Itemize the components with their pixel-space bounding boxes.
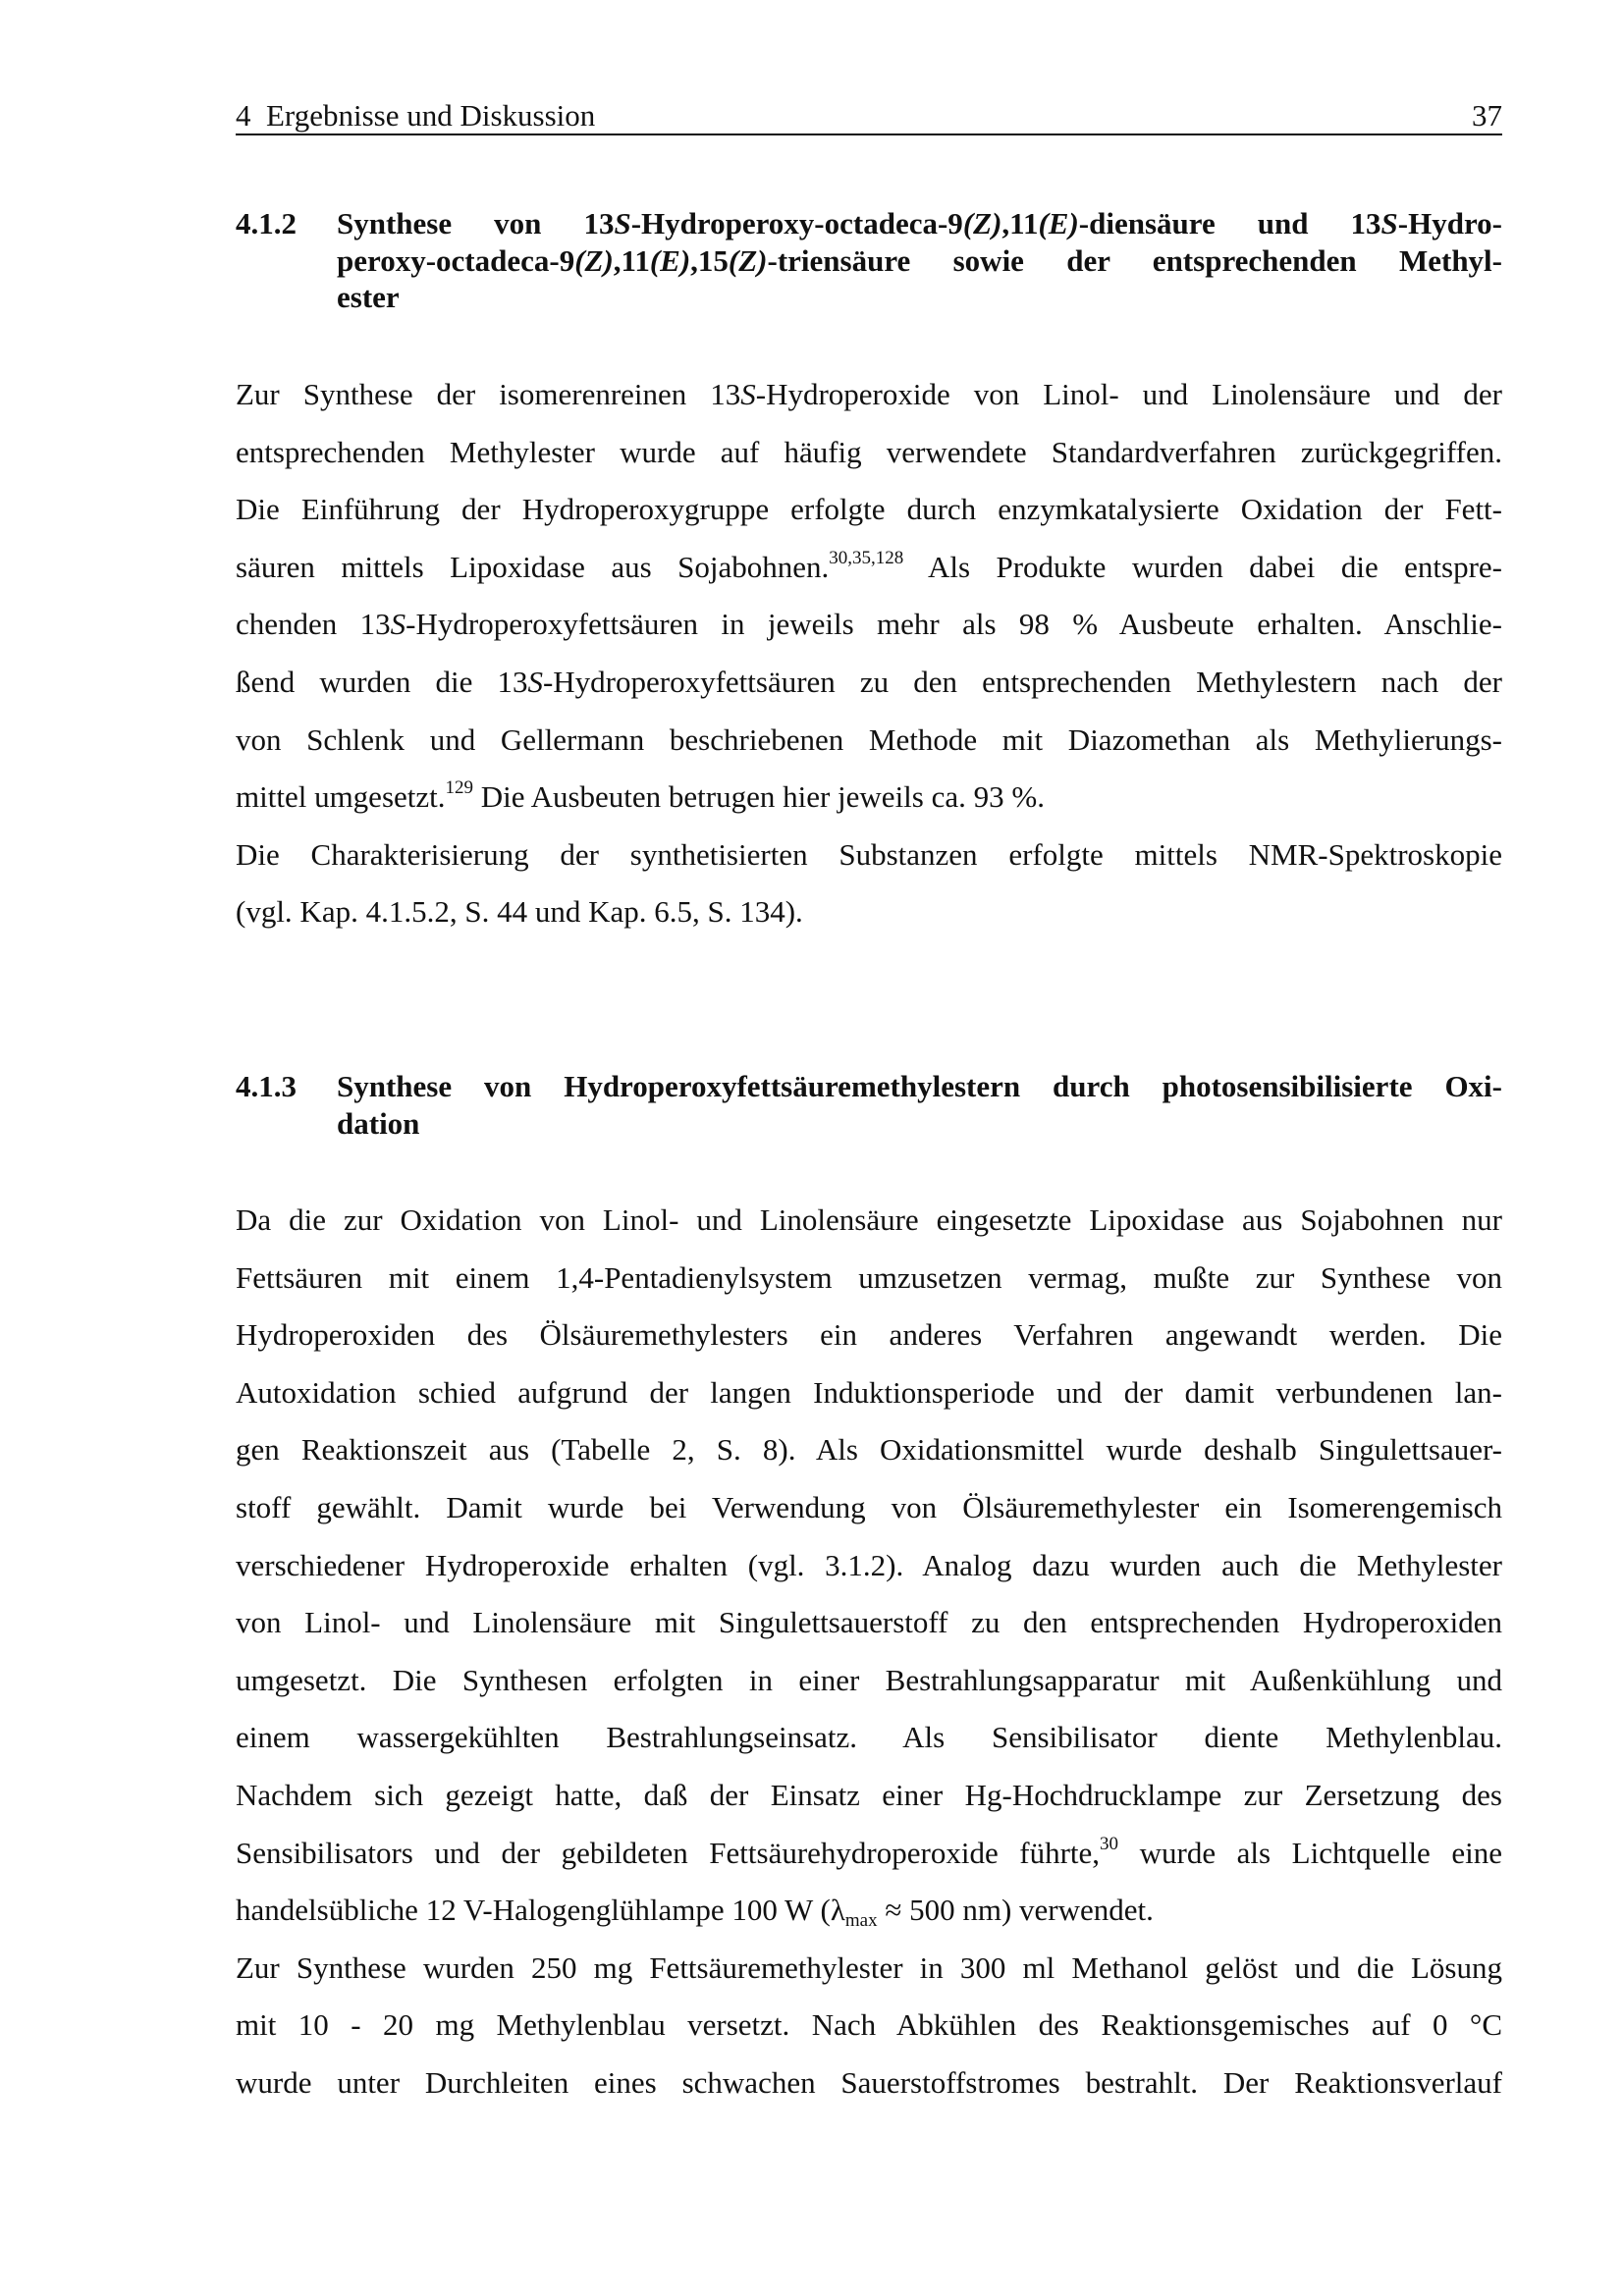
text-run: umgesetzt. Die Synthesen erfolgten in einer Bestrahlungsapparatur mit Außenkühlung und	[236, 1662, 1502, 1697]
text-run: säuren mittels Lipoxidase aus Sojabohnen.	[236, 549, 830, 584]
citation-superscript: 30,35,128	[829, 547, 904, 568]
text-run: ,11	[613, 242, 650, 278]
text-line	[337, 279, 1502, 316]
text-run: -Hydroperoxyfettsäuren in jeweils mehr als 98 % Ausbeute erhalten. Anschlie-	[406, 607, 1502, 642]
text-line	[236, 654, 1502, 712]
text-line	[236, 1479, 1502, 1537]
text-run: -triensäure sowie der entsprechenden Methyl-	[767, 242, 1502, 278]
text-run: (E)	[649, 242, 691, 278]
text-run: ,11	[1001, 206, 1039, 240]
text-run: (Z)	[962, 206, 1002, 240]
text-run: Hydroperoxiden des Ölsäuremethylesters ein anderes Verfahren angewandt werden. Die	[236, 1317, 1502, 1353]
text-run: einem wassergekühlten Bestrahlungseinsatz. Als Sensibilisator diente Methylenblau.	[236, 1720, 1502, 1755]
section-title	[337, 1068, 1502, 1142]
text-run: S	[614, 206, 631, 240]
text-run: ≈ 500 nm) verwendet.	[877, 1893, 1154, 1928]
section-number: 4.1.2	[236, 206, 297, 240]
text-run: Nachdem sich gezeigt hatte, daß der Einsatz einer Hg-Hochdrucklampe zur Zersetzung des	[236, 1777, 1502, 1812]
text-run: gen Reaktionszeit aus (Tabelle 2, S. 8). Als Oxidationsmittel wurde deshalb Singulettsauer-	[236, 1432, 1502, 1468]
text-line	[236, 712, 1502, 770]
paragraph-4-1-2	[236, 366, 1502, 941]
text-run: S	[390, 607, 406, 642]
subscript: max	[844, 1910, 878, 1932]
text-line	[236, 1537, 1502, 1595]
text-run: S	[1380, 206, 1398, 240]
text-line	[236, 1940, 1502, 1998]
text-line	[236, 1709, 1502, 1767]
text-line	[236, 1652, 1502, 1710]
text-line	[236, 481, 1502, 539]
text-line	[236, 769, 1502, 827]
text-run: Autoxidation schied aufgrund der langen Induktionsperiode und der damit verbundenen lan-	[236, 1374, 1502, 1410]
text-run: dation	[337, 1105, 420, 1141]
text-run: Sensibilisators und der gebildeten Fettsäurehydroperoxide führte,	[236, 1835, 1101, 1870]
text-run: entsprechenden Methylester wurde auf häufig verwendete Standardverfahren zurückgegriffen.	[236, 434, 1502, 469]
text-line	[236, 1192, 1502, 1250]
text-line	[337, 242, 1502, 280]
text-run: ßend wurden die 13	[236, 664, 528, 699]
running-header	[236, 98, 1502, 135]
text-line	[236, 1421, 1502, 1479]
text-run: ester	[337, 280, 400, 314]
text-run: handelsübliche 12 V-Halogenglühlampe 100 W (λ	[236, 1893, 845, 1928]
text-run: -Hydro-	[1397, 206, 1502, 240]
text-run: (Z)	[574, 242, 614, 278]
text-run: peroxy-octadeca-9	[337, 242, 575, 278]
text-run: Als Produkte wurden dabei die entspre-	[903, 549, 1502, 584]
text-run: verschiedener Hydroperoxide erhalten (vgl. 3.1.2). Analog dazu wurden auch die Methylester	[236, 1547, 1502, 1582]
text-line	[236, 1825, 1502, 1883]
text-run: wurde als Lichtquelle eine	[1118, 1835, 1503, 1870]
text-run: mittel umgesetzt.	[236, 779, 446, 815]
citation-superscript: 30	[1100, 1833, 1119, 1854]
text-line	[236, 827, 1502, 884]
text-line	[236, 1364, 1502, 1422]
text-line	[236, 1594, 1502, 1652]
section-title	[337, 205, 1502, 316]
text-run: (E)	[1038, 206, 1079, 240]
text-run: ,15	[690, 242, 729, 278]
text-line	[236, 1997, 1502, 2055]
text-run: Fettsäuren mit einem 1,4-Pentadienylsystem umzusetzen vermag, mußte zur Synthese von	[236, 1259, 1502, 1295]
text-line	[236, 2055, 1502, 2112]
text-line	[236, 1767, 1502, 1825]
citation-superscript: 129	[445, 777, 474, 799]
text-run: Die Einführung der Hydroperoxygruppe erfolgte durch enzymkatalysierte Oxidation der Fett-	[236, 492, 1502, 527]
text-line	[337, 1068, 1502, 1105]
text-run: von Linol- und Linolensäure mit Singulettsauerstoff zu den entsprechenden Hydroperoxiden	[236, 1605, 1502, 1640]
chapter-title: 4 Ergebnisse und Diskussion	[236, 98, 596, 133]
text-line	[236, 366, 1502, 424]
text-line	[236, 539, 1502, 597]
text-line	[337, 205, 1502, 242]
text-run: Die Charakterisierung der synthetisierten Substanzen erfolgte mittels NMR-Spektroskopie	[236, 836, 1502, 872]
text-line	[236, 1250, 1502, 1308]
text-run: Die Ausbeuten betrugen hier jeweils ca. 93 %.	[473, 779, 1045, 815]
text-run: chenden 13	[236, 607, 391, 642]
text-run: -Hydroperoxyfettsäuren zu den entsprechenden Methylestern nach der	[542, 664, 1502, 699]
text-line	[236, 1307, 1502, 1364]
text-line	[236, 424, 1502, 482]
text-run: Zur Synthese wurden 250 mg Fettsäuremethylester in 300 ml Methanol gelöst und die Lösung	[236, 1949, 1502, 1985]
text-run: Synthese von Hydroperoxyfettsäuremethylestern durch photosensibilisierte Oxi-	[337, 1069, 1502, 1103]
text-line	[337, 1105, 1502, 1143]
text-run: S	[527, 664, 543, 699]
text-run: Synthese von 13	[337, 206, 615, 240]
text-line	[236, 1882, 1502, 1940]
text-run: Zur Synthese der isomerenreinen 13	[236, 377, 741, 411]
text-run: S	[740, 377, 756, 411]
text-run: wurde unter Durchleiten eines schwachen Sauerstoffstromes bestrahlt. Der Reaktionsverlauf	[236, 2064, 1502, 2100]
text-run: Da die zur Oxidation von Linol- und Linolensäure eingesetzte Lipoxidase aus Sojabohnen nur	[236, 1202, 1502, 1237]
text-run: von Schlenk und Gellermann beschriebenen Methode mit Diazomethan als Methylierungs-	[236, 721, 1502, 757]
paragraph-4-1-3	[236, 1192, 1502, 2112]
section-number: 4.1.3	[236, 1069, 297, 1103]
text-run: -Hydroperoxide von Linol- und Linolensäure und der	[755, 377, 1502, 411]
text-run: -diensäure und 13	[1078, 206, 1381, 240]
text-run: (Z)	[728, 242, 768, 278]
text-run: stoff gewählt. Damit wurde bei Verwendung von Ölsäuremethylester ein Isomerengemisch	[236, 1489, 1502, 1524]
text-run: (vgl. Kap. 4.1.5.2, S. 44 und Kap. 6.5, S. 134).	[236, 894, 803, 930]
text-run: mit 10 - 20 mg Methylenblau versetzt. Nach Abkühlen des Reaktionsgemisches auf 0 °C	[236, 2007, 1502, 2043]
text-line	[236, 596, 1502, 654]
text-line	[236, 883, 1502, 941]
text-run: -Hydroperoxy-octadeca-9	[630, 206, 963, 240]
page-number: 37	[1472, 98, 1502, 133]
